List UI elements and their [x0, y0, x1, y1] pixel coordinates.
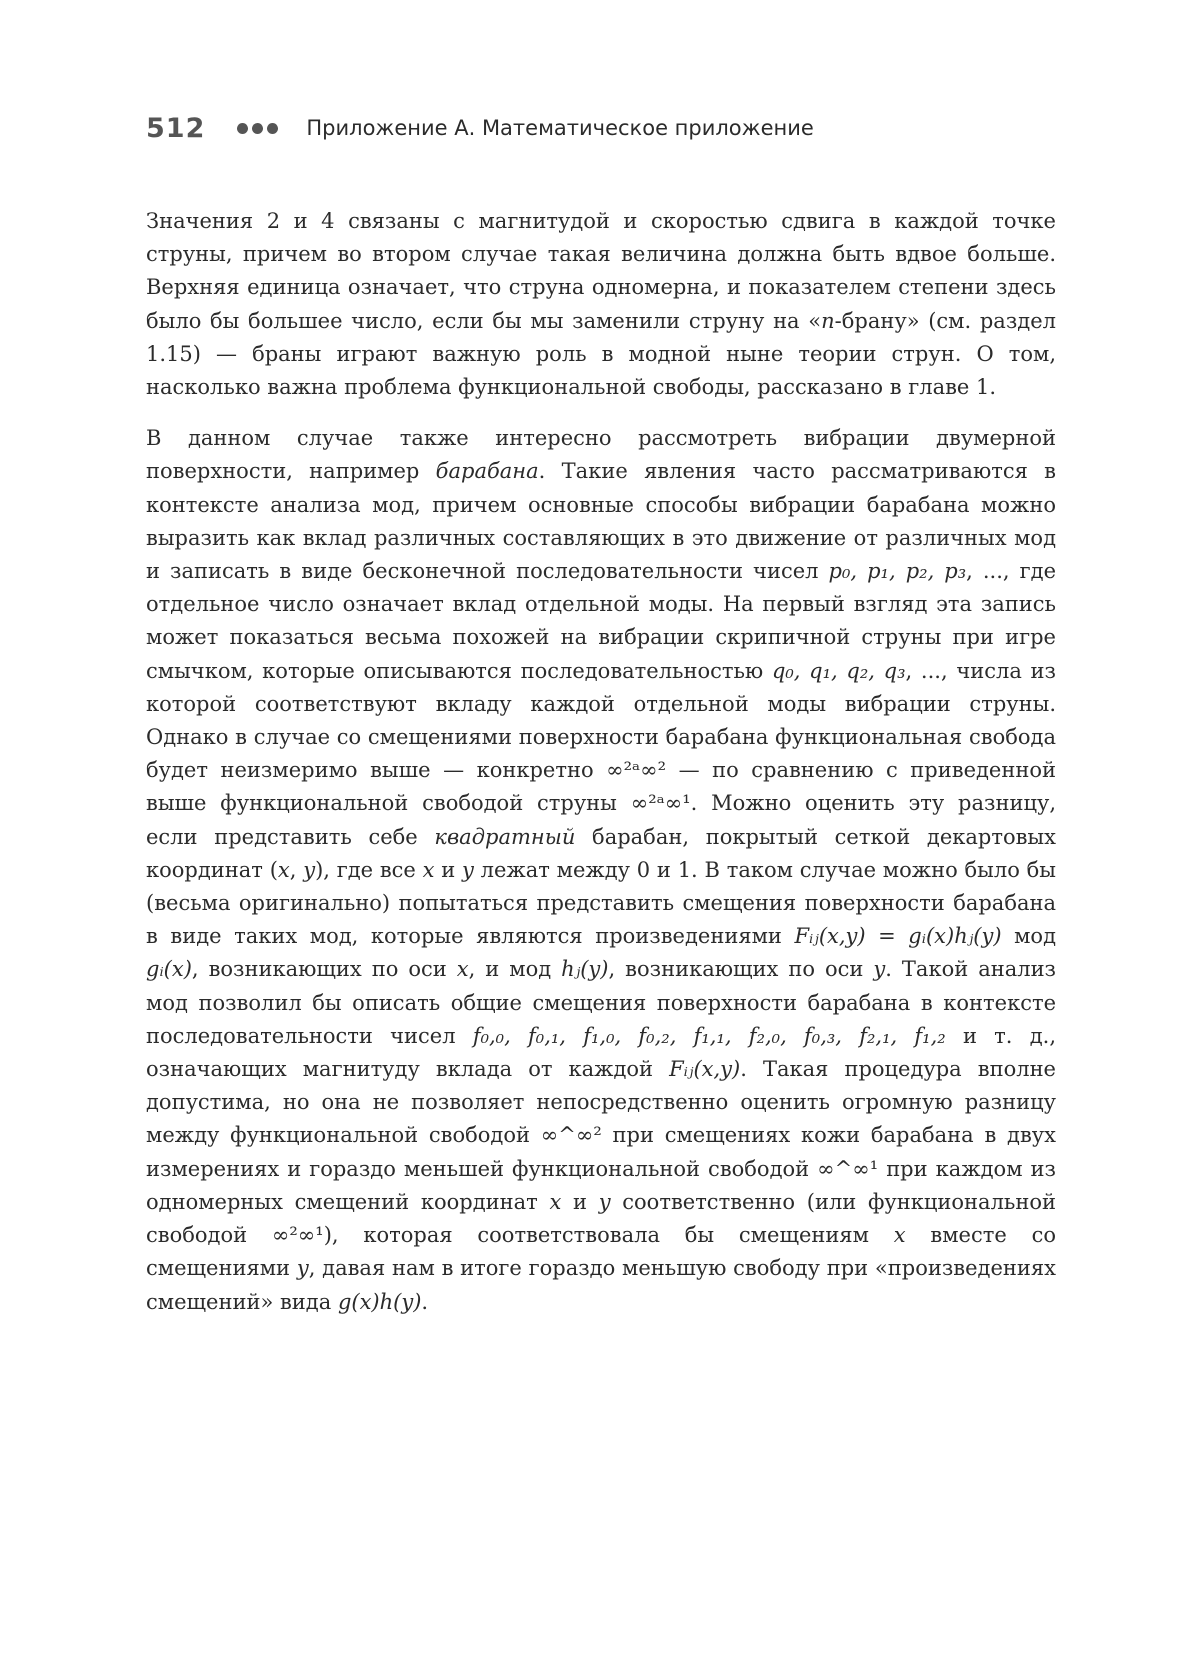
text-run: ), где все: [315, 857, 423, 882]
text-run: и: [434, 857, 463, 882]
math-text: барабана: [435, 459, 539, 484]
text-run: , и мод: [468, 957, 562, 982]
math-text: y: [598, 1189, 611, 1214]
text-run: лежат между 0 и 1. В таком случае можно было бы (весьма оригинально) попытаться представить смещения поверхности барабана в виде таких мод, которые являются произведениями: [146, 857, 1056, 949]
math-text: квадратный: [434, 824, 576, 849]
text-run: ,: [289, 857, 304, 882]
math-text: x: [456, 957, 469, 982]
dot-icon: [237, 123, 248, 134]
text-run: барабан, покрытый сеткой декартовых координат (: [146, 824, 1056, 882]
text-run: . Такие явления часто рассматриваются в контексте анализа мод, причем основные способы вибрации барабана можно выразить как вклад различных составляющих в это движение от различных мод и записать в виде бесконечной последовательности чисел: [146, 459, 1057, 584]
dot-icon: [252, 123, 263, 134]
text-run: . Такой анализ мод позволил бы описать общие смещения поверхности барабана в контексте последовательности чисел: [146, 957, 1057, 1048]
text-run: , ..., числа из которой соответствуют вкладу каждой отдельной моды вибрации струны. Однако в случае со смещениями поверхности барабана функциональная свобода будет неизмеримо выше — конкретно ∞²ᵃ∞² — по сравнению с приведенной выше функциональной свободой струны ∞²ᵃ∞¹. Можно оценить эту разницу, если представить себе: [146, 658, 1057, 849]
text-run: , возникающих по оси: [191, 957, 457, 982]
math-text: f₀,₀, f₀,₁, f₁,₀, f₀,₂, f₁,₁, f₂,₀, f₀,₃, f₂,₁, f₁,₂: [472, 1023, 946, 1048]
paragraph: [146, 422, 1056, 1318]
text-run: . Такая процедура вполне допустима, но она не позволяет непосредственно оценить огромную разницу между функциональной свободой ∞^∞² при смещениях кожи барабана в двух измерениях и гораздо меньшей функциональной свободой ∞^∞¹ при каждом из одномерных смещений координат: [146, 1057, 1056, 1214]
math-text: Fᵢⱼ(x,y): [669, 1057, 741, 1082]
text-run: , ..., где отдельное число означает вклад отдельной моды. На первый взгляд эта запись может показаться весьма похожей на вибрации скрипичной струны при игре смычком, которые описываются последовательностью: [146, 559, 1056, 683]
text-run: В данном случае также интересно рассмотреть вибрации двумерной поверхности, например: [146, 426, 1056, 484]
math-text: Fᵢⱼ(x,y) = gᵢ(x)hⱼ(y): [794, 924, 1002, 949]
math-text: y: [873, 957, 886, 982]
text-run: , возникающих по оси: [608, 957, 874, 982]
page-number: 512: [146, 112, 206, 144]
math-text: gᵢ(x): [146, 957, 192, 982]
paragraph: [146, 205, 1056, 404]
math-text: x: [549, 1189, 562, 1214]
header-dots-ornament: [237, 123, 278, 134]
math-text: g(x)h(y): [337, 1289, 422, 1314]
text-run: мод: [1001, 924, 1056, 949]
math-text: x: [893, 1223, 906, 1248]
math-text: y: [296, 1256, 309, 1281]
text-run: Значения 2 и 4 связаны с магнитудой и скоростью сдвига в каждой точке струны, причем во втором случае такая величина должна быть вдвое больше. Верхняя единица означает, что струна одномерна, и показателем степени здесь было бы большее число, если бы мы заменили струну на «: [146, 209, 1056, 333]
math-text: hⱼ(y): [561, 957, 609, 982]
math-text: x: [277, 857, 290, 882]
math-text: p₀, p₁, p₂, p₃: [828, 559, 967, 584]
math-text: n: [821, 308, 835, 333]
dot-icon: [267, 123, 278, 134]
body-text: [146, 205, 1056, 1319]
text-run: .: [421, 1289, 429, 1314]
math-text: x: [422, 857, 435, 882]
text-run: и т. д., означающих магнитуду вклада от каждой: [146, 1023, 1056, 1082]
text-run: , давая нам в итоге гораздо меньшую свободу при «произведениях смещений» вида: [146, 1256, 1056, 1314]
text-run: и: [561, 1189, 599, 1214]
running-title: Приложение А. Математическое приложение: [306, 116, 814, 140]
text-run: -брану» (см. раздел 1.15) — браны играют важную роль в модной ныне теории струн. О том, насколько важна проблема функциональной свободы, рассказано в главе 1.: [146, 308, 1056, 400]
math-text: y: [303, 857, 316, 882]
page-header: [146, 108, 814, 148]
text-run: соответственно (или функциональной свободой ∞²∞¹), которая соответствовала бы смещениям: [146, 1189, 1056, 1248]
math-text: y: [462, 857, 474, 882]
math-text: q₀, q₁, q₂, q₃: [771, 658, 906, 683]
text-run: вместе со смещениями: [146, 1223, 1056, 1281]
